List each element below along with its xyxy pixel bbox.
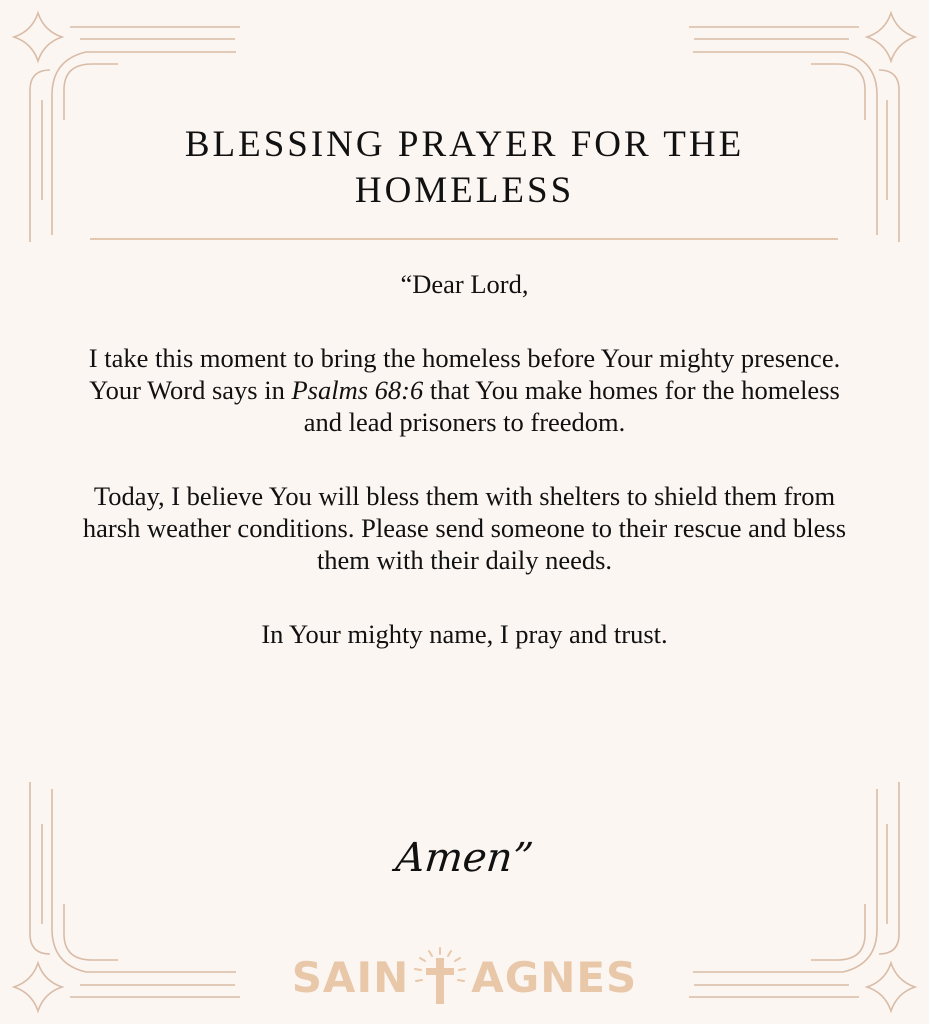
scripture-reference: Psalms 68:6 bbox=[291, 375, 424, 405]
cross-icon bbox=[407, 944, 473, 1010]
paragraph-1-text-end: that You make homes for the homeless and lead prisoners to freedom. bbox=[303, 375, 840, 437]
paragraph-1-text-start: I take this moment to bring the homeless before Your mighty presence. Your Word says in bbox=[88, 343, 841, 405]
prayer-body bbox=[70, 268, 859, 650]
prayer-closing: Amen” bbox=[393, 835, 536, 881]
page-title: BLESSING PRAYER FOR THE HOMELESS bbox=[184, 124, 745, 211]
brand-text-right: AGNES bbox=[471, 952, 638, 1002]
prayer-paragraph-3: In Your mighty name, I pray and trust. bbox=[261, 619, 668, 649]
prayer-salutation: “Dear Lord, bbox=[400, 269, 529, 299]
prayer-paragraph-2: Today, I believe You will bless them with shelters to shield them from harsh weather conditions. Please send someone to their rescue and bless them with their daily needs. bbox=[82, 481, 847, 575]
brand-logo bbox=[0, 944, 929, 1010]
title-divider bbox=[90, 238, 838, 240]
brand-text-left: SAIN bbox=[291, 952, 410, 1002]
prayer-paragraph-1 bbox=[70, 342, 859, 438]
